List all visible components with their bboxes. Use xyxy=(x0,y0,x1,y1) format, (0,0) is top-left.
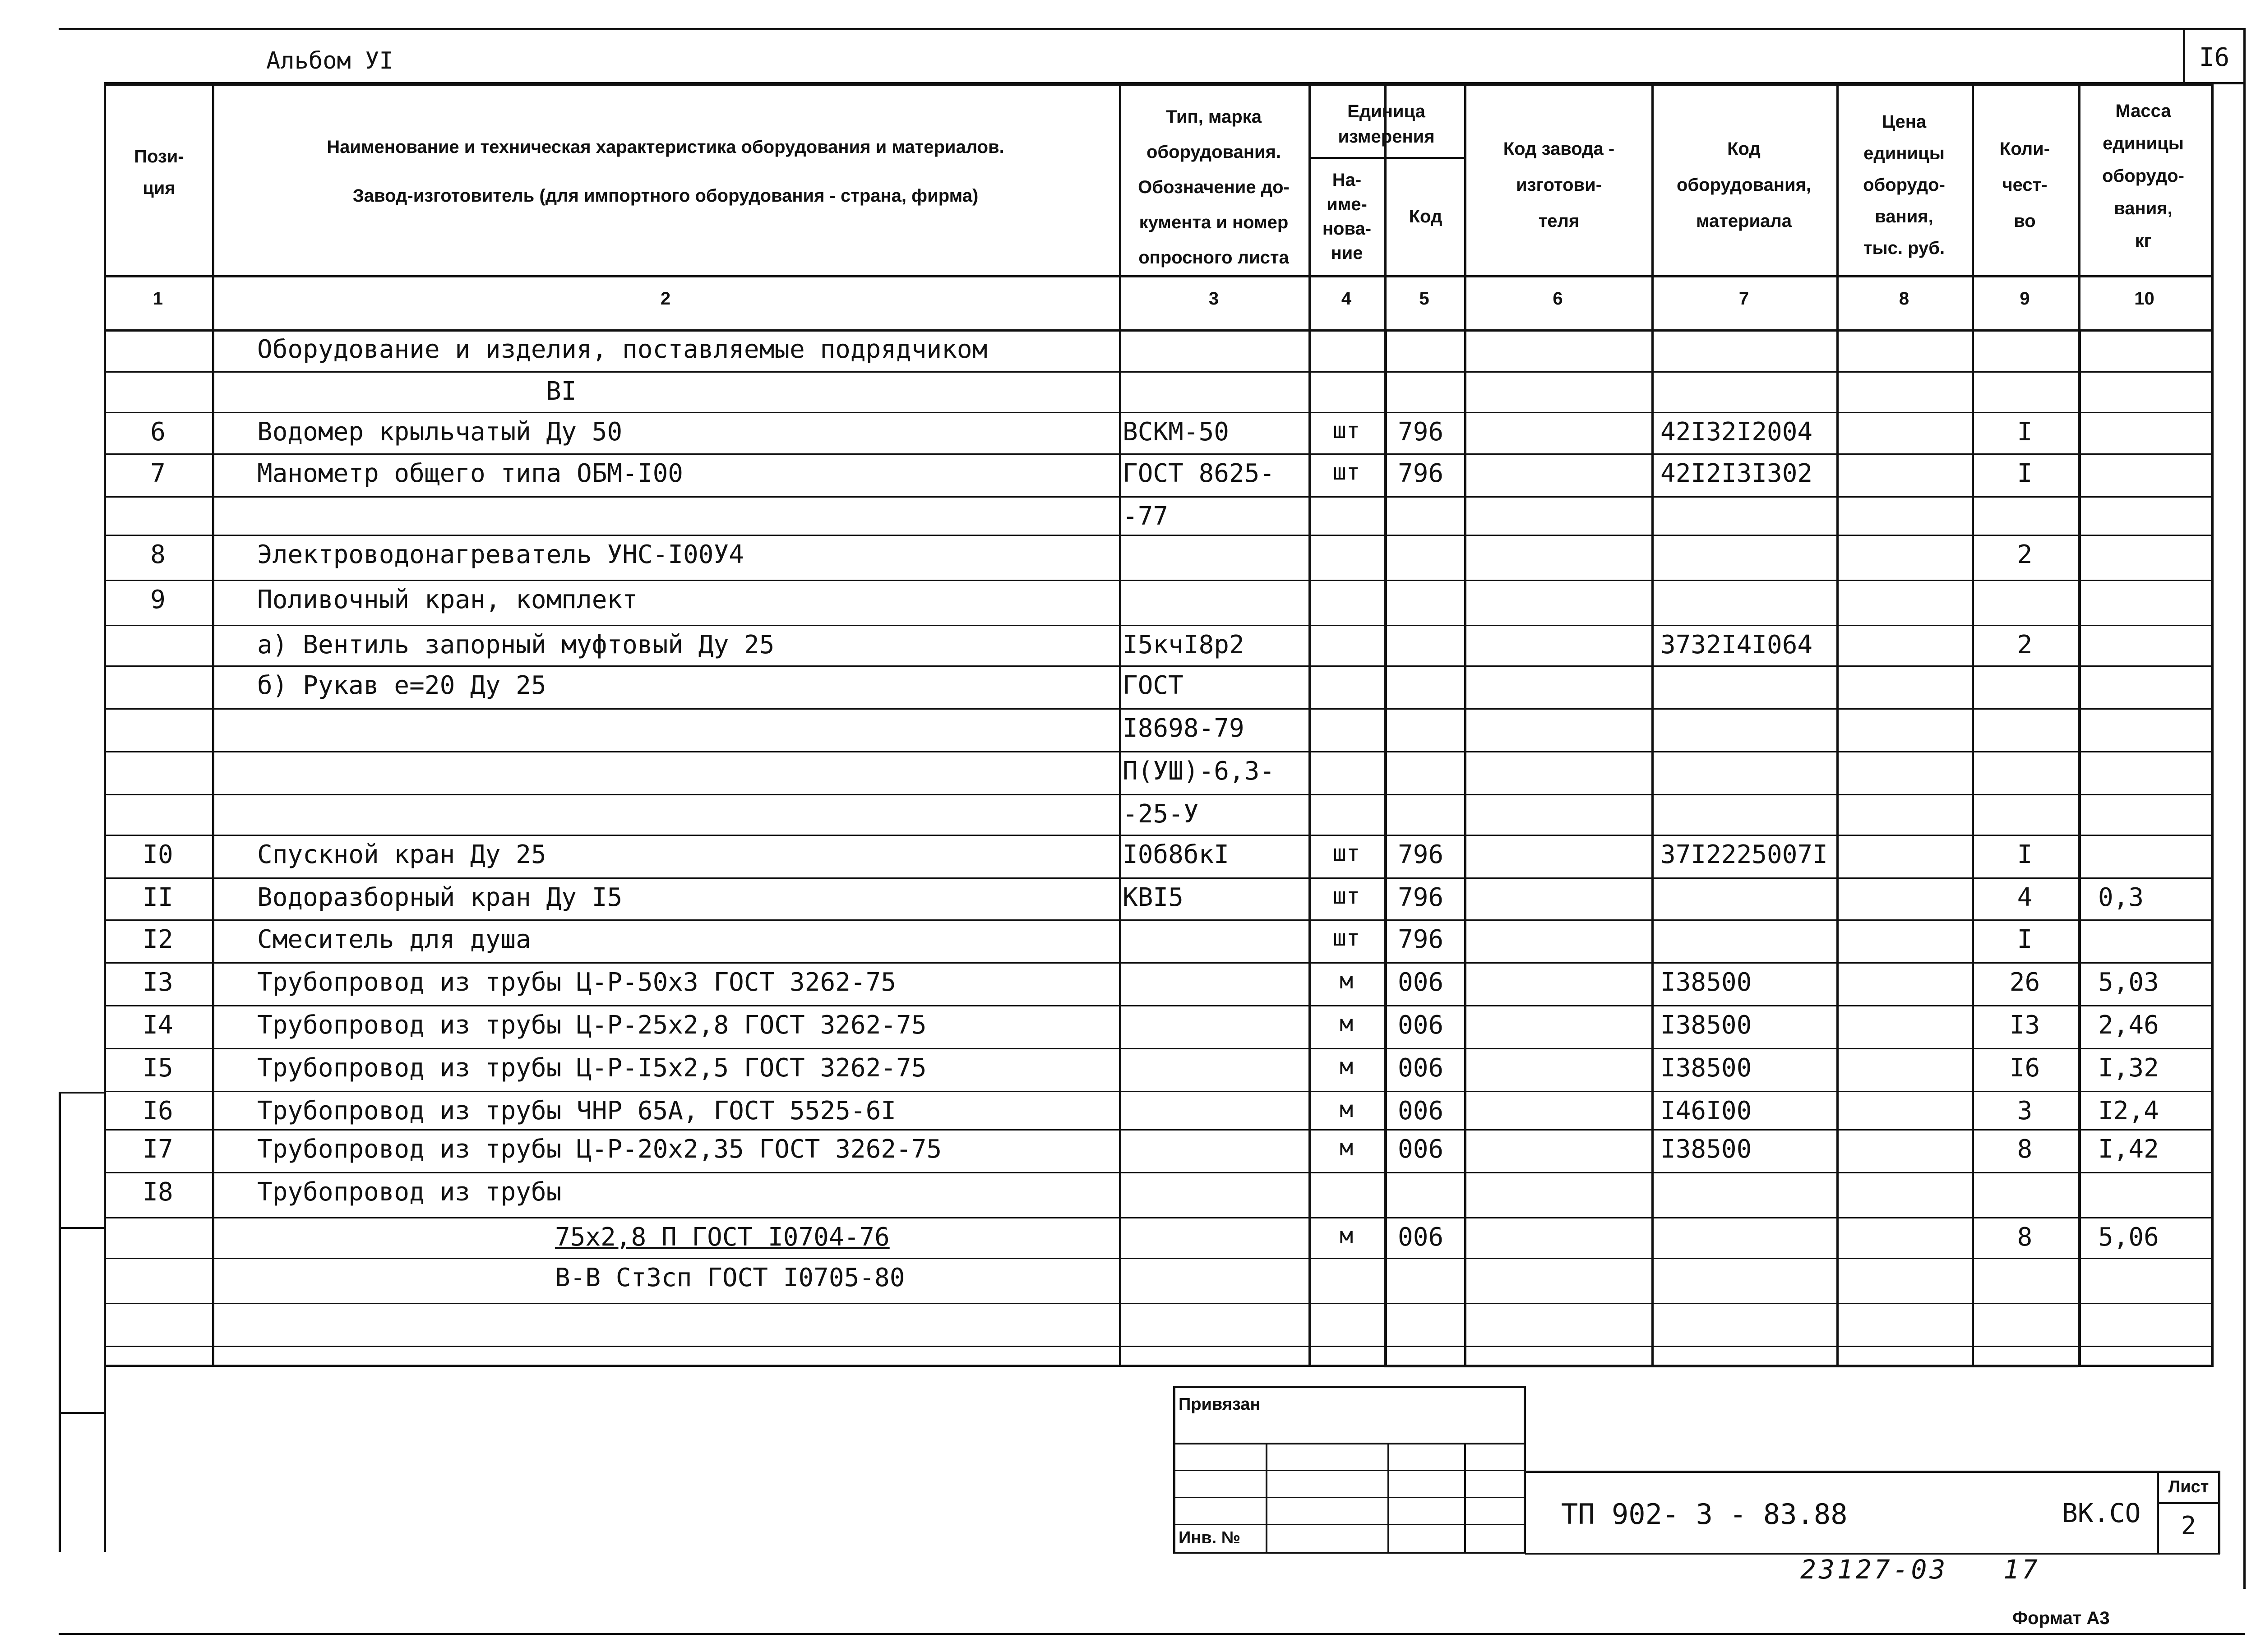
column-number: 7 xyxy=(1738,289,1749,309)
sheet-box-right xyxy=(2218,1471,2220,1554)
stamp-inv-label: Инв. № xyxy=(1179,1528,1241,1547)
album-title: Альбом УI xyxy=(266,47,393,74)
row-mass: 5,06 xyxy=(2098,1223,2159,1252)
column-number: 2 xyxy=(660,289,671,309)
header-factory-code: Код завода - изготови- теля xyxy=(1503,139,1615,231)
row-line xyxy=(104,1172,2211,1173)
row-type: ГОСТ xyxy=(1123,671,1183,700)
row-qty: I xyxy=(2017,925,2033,954)
row-name: 75х2,8 П ГОСТ I0704-76 xyxy=(555,1223,890,1252)
row-pos: I2 xyxy=(143,925,173,954)
row-code: 796 xyxy=(1398,883,1444,912)
row-line xyxy=(104,1346,2211,1347)
column-number: 8 xyxy=(1899,289,1909,309)
row-line xyxy=(104,1048,2211,1049)
row-line xyxy=(104,371,2211,373)
row-pos: I8 xyxy=(143,1177,173,1207)
row-code: 796 xyxy=(1398,840,1444,869)
row-pos: I4 xyxy=(143,1011,173,1040)
row-qty: 4 xyxy=(2017,883,2033,912)
header-mass: Масса единицы оборудо- вания, кг xyxy=(2102,101,2184,251)
row-type: ГОСТ 8625- xyxy=(1123,459,1275,488)
row-name: Трубопровод из трубы xyxy=(257,1177,562,1207)
bold-box-right xyxy=(2078,329,2081,1365)
row-equip: I38500 xyxy=(1660,1053,1752,1083)
row-code: 006 xyxy=(1398,1053,1444,1083)
header-price: Цена единицы оборудо- вания, тыс. руб. xyxy=(1863,112,1945,258)
row-unit: м xyxy=(1339,1011,1354,1037)
header-unit-code: Код xyxy=(1409,207,1442,226)
row-mass: 2,46 xyxy=(2098,1011,2159,1040)
bold-box-bottom xyxy=(1384,1365,2078,1367)
stamp-vline-1 xyxy=(1266,1443,1267,1553)
row-line xyxy=(104,1303,2211,1304)
row-qty: I xyxy=(2017,459,2033,488)
title-block-top xyxy=(1525,1471,2220,1473)
row-equip: 37I2225007I xyxy=(1660,840,1828,869)
row-mass: 0,3 xyxy=(2098,883,2144,912)
row-mass: 5,03 xyxy=(2098,968,2159,997)
header-name: Наименование и техническая характеристика оборудования и материалов. Завод-изготовитель (для импортного оборудования - страна, фирма) xyxy=(327,137,1004,206)
row-unit: шт xyxy=(1332,417,1360,443)
column-number: 4 xyxy=(1341,289,1352,309)
row-name: б) Рукав е=20 Ду 25 xyxy=(257,671,546,700)
row-name: Трубопровод из трубы Ц-Р-50х3 ГОСТ 3262-75 xyxy=(257,968,897,997)
row-type: -25-У xyxy=(1123,799,1199,829)
row-qty: 26 xyxy=(2009,968,2040,997)
row-name: Трубопровод из трубы Ц-Р-25х2,8 ГОСТ 3262-75 xyxy=(257,1011,927,1040)
row-pos: I3 xyxy=(143,968,173,997)
binding-strip-line xyxy=(59,1092,61,1552)
row-line xyxy=(104,625,2211,626)
row-mass: I,32 xyxy=(2098,1053,2159,1083)
header-unit-name: На- име- нова- ние xyxy=(1322,170,1372,263)
row-line xyxy=(104,708,2211,710)
col-line-10 xyxy=(2211,83,2214,1367)
row-pos: I0 xyxy=(143,840,173,869)
row-qty: 3 xyxy=(2017,1096,2033,1126)
row-name: Оборудование и изделия, поставляемые подрядчиком xyxy=(257,335,988,364)
row-qty: I6 xyxy=(2009,1053,2040,1083)
row-qty: 2 xyxy=(2017,630,2033,660)
row-pos: 9 xyxy=(150,585,166,614)
row-line xyxy=(104,1129,2211,1131)
header-quantity: Коли- чест- во xyxy=(1999,139,2050,231)
header-position: Пози- ция xyxy=(134,147,184,198)
binding-tick-1 xyxy=(59,1092,106,1094)
column-number: 5 xyxy=(1419,289,1429,309)
row-pos: I7 xyxy=(143,1135,173,1164)
row-name: Водоразборный кран Ду I5 xyxy=(257,883,623,912)
row-equip: I46I00 xyxy=(1660,1096,1752,1126)
page-number: I6 xyxy=(2199,43,2230,72)
row-code: 796 xyxy=(1398,417,1444,447)
row-unit: шт xyxy=(1332,840,1360,866)
row-code: 796 xyxy=(1398,459,1444,488)
format-label: Формат А3 xyxy=(2012,1608,2110,1628)
row-code: 006 xyxy=(1398,1011,1444,1040)
row-pos: 6 xyxy=(150,417,166,447)
row-line xyxy=(104,1005,2211,1006)
row-name: BI xyxy=(546,377,577,406)
row-pos: I5 xyxy=(143,1053,173,1083)
stamp-bottom xyxy=(1173,1552,1525,1554)
row-line xyxy=(104,794,2211,795)
table-top xyxy=(104,83,2211,86)
row-line xyxy=(104,1091,2211,1092)
row-type: П(УШ)-6,3- xyxy=(1123,757,1275,786)
row-pos: II xyxy=(143,883,173,912)
sheet-number: 2 xyxy=(2181,1511,2196,1541)
row-name: Трубопровод из трубы ЧНР 65А, ГОСТ 5525-6I xyxy=(257,1096,897,1126)
bottom-border xyxy=(59,1633,2245,1635)
row-mass: I,42 xyxy=(2098,1135,2159,1164)
stamp-line-1 xyxy=(1173,1443,1525,1444)
column-number: 10 xyxy=(2134,289,2154,309)
row-qty: I xyxy=(2017,840,2033,869)
row-type: -77 xyxy=(1123,502,1169,531)
row-type: КВI5 xyxy=(1123,883,1183,912)
row-code: 796 xyxy=(1398,925,1444,954)
row-pos: 8 xyxy=(150,540,166,569)
header-equipment-code: Код оборудования, материала xyxy=(1676,139,1812,231)
column-number: 3 xyxy=(1208,289,1219,309)
row-mass: I2,4 xyxy=(2098,1096,2159,1126)
row-name: Смеситель для душа xyxy=(257,925,531,954)
row-name: Водомер крыльчатый Ду 50 xyxy=(257,417,623,447)
row-code: 006 xyxy=(1398,1223,1444,1252)
row-line xyxy=(104,535,2211,536)
row-unit: шт xyxy=(1332,883,1360,909)
row-line xyxy=(104,496,2211,498)
row-line xyxy=(104,835,2211,836)
row-type: I5кчI8р2 xyxy=(1123,630,1244,660)
sheet-label: Лист xyxy=(2168,1477,2209,1496)
row-line xyxy=(104,751,2211,752)
header-type: Тип, марка оборудования. Обозначение до- кумента и номер опросного листа xyxy=(1138,107,1290,268)
row-line xyxy=(104,962,2211,964)
row-equip: 42I2I3I302 xyxy=(1660,459,1813,488)
row-equip: I38500 xyxy=(1660,968,1752,997)
section-code: ВК.СО xyxy=(2062,1498,2141,1528)
right-border xyxy=(2243,28,2246,1589)
stamp-left xyxy=(1173,1386,1175,1553)
row-line xyxy=(104,412,2211,413)
row-qty: 8 xyxy=(2017,1223,2033,1252)
row-unit: м xyxy=(1339,968,1354,994)
row-qty: 2 xyxy=(2017,540,2033,569)
row-line xyxy=(104,1258,2211,1259)
document-code: ТП 902- 3 - 83.88 xyxy=(1561,1498,1848,1531)
binding-tick-2 xyxy=(59,1227,106,1229)
row-name: Манометр общего типа ОБМ-I00 xyxy=(257,459,684,488)
row-line xyxy=(104,453,2211,455)
row-unit: шт xyxy=(1332,459,1360,485)
header-bottom xyxy=(104,275,2211,277)
sheet-box-mid xyxy=(2157,1502,2220,1504)
row-pos: I6 xyxy=(143,1096,173,1126)
handwritten-number: 23127-03 17 xyxy=(1800,1554,2040,1585)
row-unit: м xyxy=(1339,1053,1354,1080)
row-code: 006 xyxy=(1398,1135,1444,1164)
row-name: Поливочный кран, комплект xyxy=(257,585,638,614)
stamp-bound-label: Привязан xyxy=(1179,1395,1261,1414)
stamp-line-3 xyxy=(1173,1497,1525,1498)
stamp-line-4 xyxy=(1173,1524,1525,1525)
row-unit: шт xyxy=(1332,925,1360,951)
row-type: ВСКМ-50 xyxy=(1123,417,1230,447)
row-code: 006 xyxy=(1398,968,1444,997)
row-unit: м xyxy=(1339,1135,1354,1161)
row-name: а) Вентиль запорный муфтовый Ду 25 xyxy=(257,630,775,660)
row-type: I0б8бкI xyxy=(1123,840,1230,869)
row-name: Спускной кран Ду 25 xyxy=(257,840,546,869)
row-name: Электроводонагреватель УНС-I00У4 xyxy=(257,540,744,569)
row-unit: м xyxy=(1339,1096,1354,1122)
row-equip: I38500 xyxy=(1660,1135,1752,1164)
row-unit: м xyxy=(1339,1223,1354,1249)
row-name: Трубопровод из трубы Ц-Р-I5х2,5 ГОСТ 3262-75 xyxy=(257,1053,927,1083)
row-line xyxy=(104,1217,2211,1218)
row-line xyxy=(104,580,2211,581)
row-code: 006 xyxy=(1398,1096,1444,1126)
top-border xyxy=(59,28,2245,30)
row-line xyxy=(104,877,2211,879)
left-frame-lower xyxy=(104,1365,106,1552)
stamp-right xyxy=(1524,1386,1526,1553)
row-line xyxy=(104,919,2211,921)
row-pos: 7 xyxy=(150,459,166,488)
stamp-vline-3 xyxy=(1464,1443,1466,1553)
row-equip: 42I32I2004 xyxy=(1660,417,1813,447)
row-name: Трубопровод из трубы Ц-Р-20х2,35 ГОСТ 3262-75 xyxy=(257,1135,942,1164)
bold-box-left xyxy=(1384,329,1387,1365)
column-number: 1 xyxy=(153,289,163,309)
stamp-vline-2 xyxy=(1387,1443,1389,1553)
row-name: В-В Ст3сп ГОСТ I0705-80 xyxy=(555,1263,905,1292)
stamp-top xyxy=(1173,1386,1525,1388)
column-number: 6 xyxy=(1553,289,1563,309)
binding-tick-3 xyxy=(59,1412,106,1414)
numbers-bottom xyxy=(104,329,2211,332)
header-unit-group: Единица измерения xyxy=(1338,102,1435,147)
row-qty: I3 xyxy=(2009,1011,2040,1040)
row-type: I8698-79 xyxy=(1123,714,1244,743)
row-equip: 3732I4I064 xyxy=(1660,630,1813,660)
row-qty: 8 xyxy=(2017,1135,2033,1164)
row-line xyxy=(104,665,2211,667)
column-number: 9 xyxy=(2020,289,2030,309)
row-qty: I xyxy=(2017,417,2033,447)
row-equip: I38500 xyxy=(1660,1011,1752,1040)
stamp-line-2 xyxy=(1173,1470,1525,1471)
